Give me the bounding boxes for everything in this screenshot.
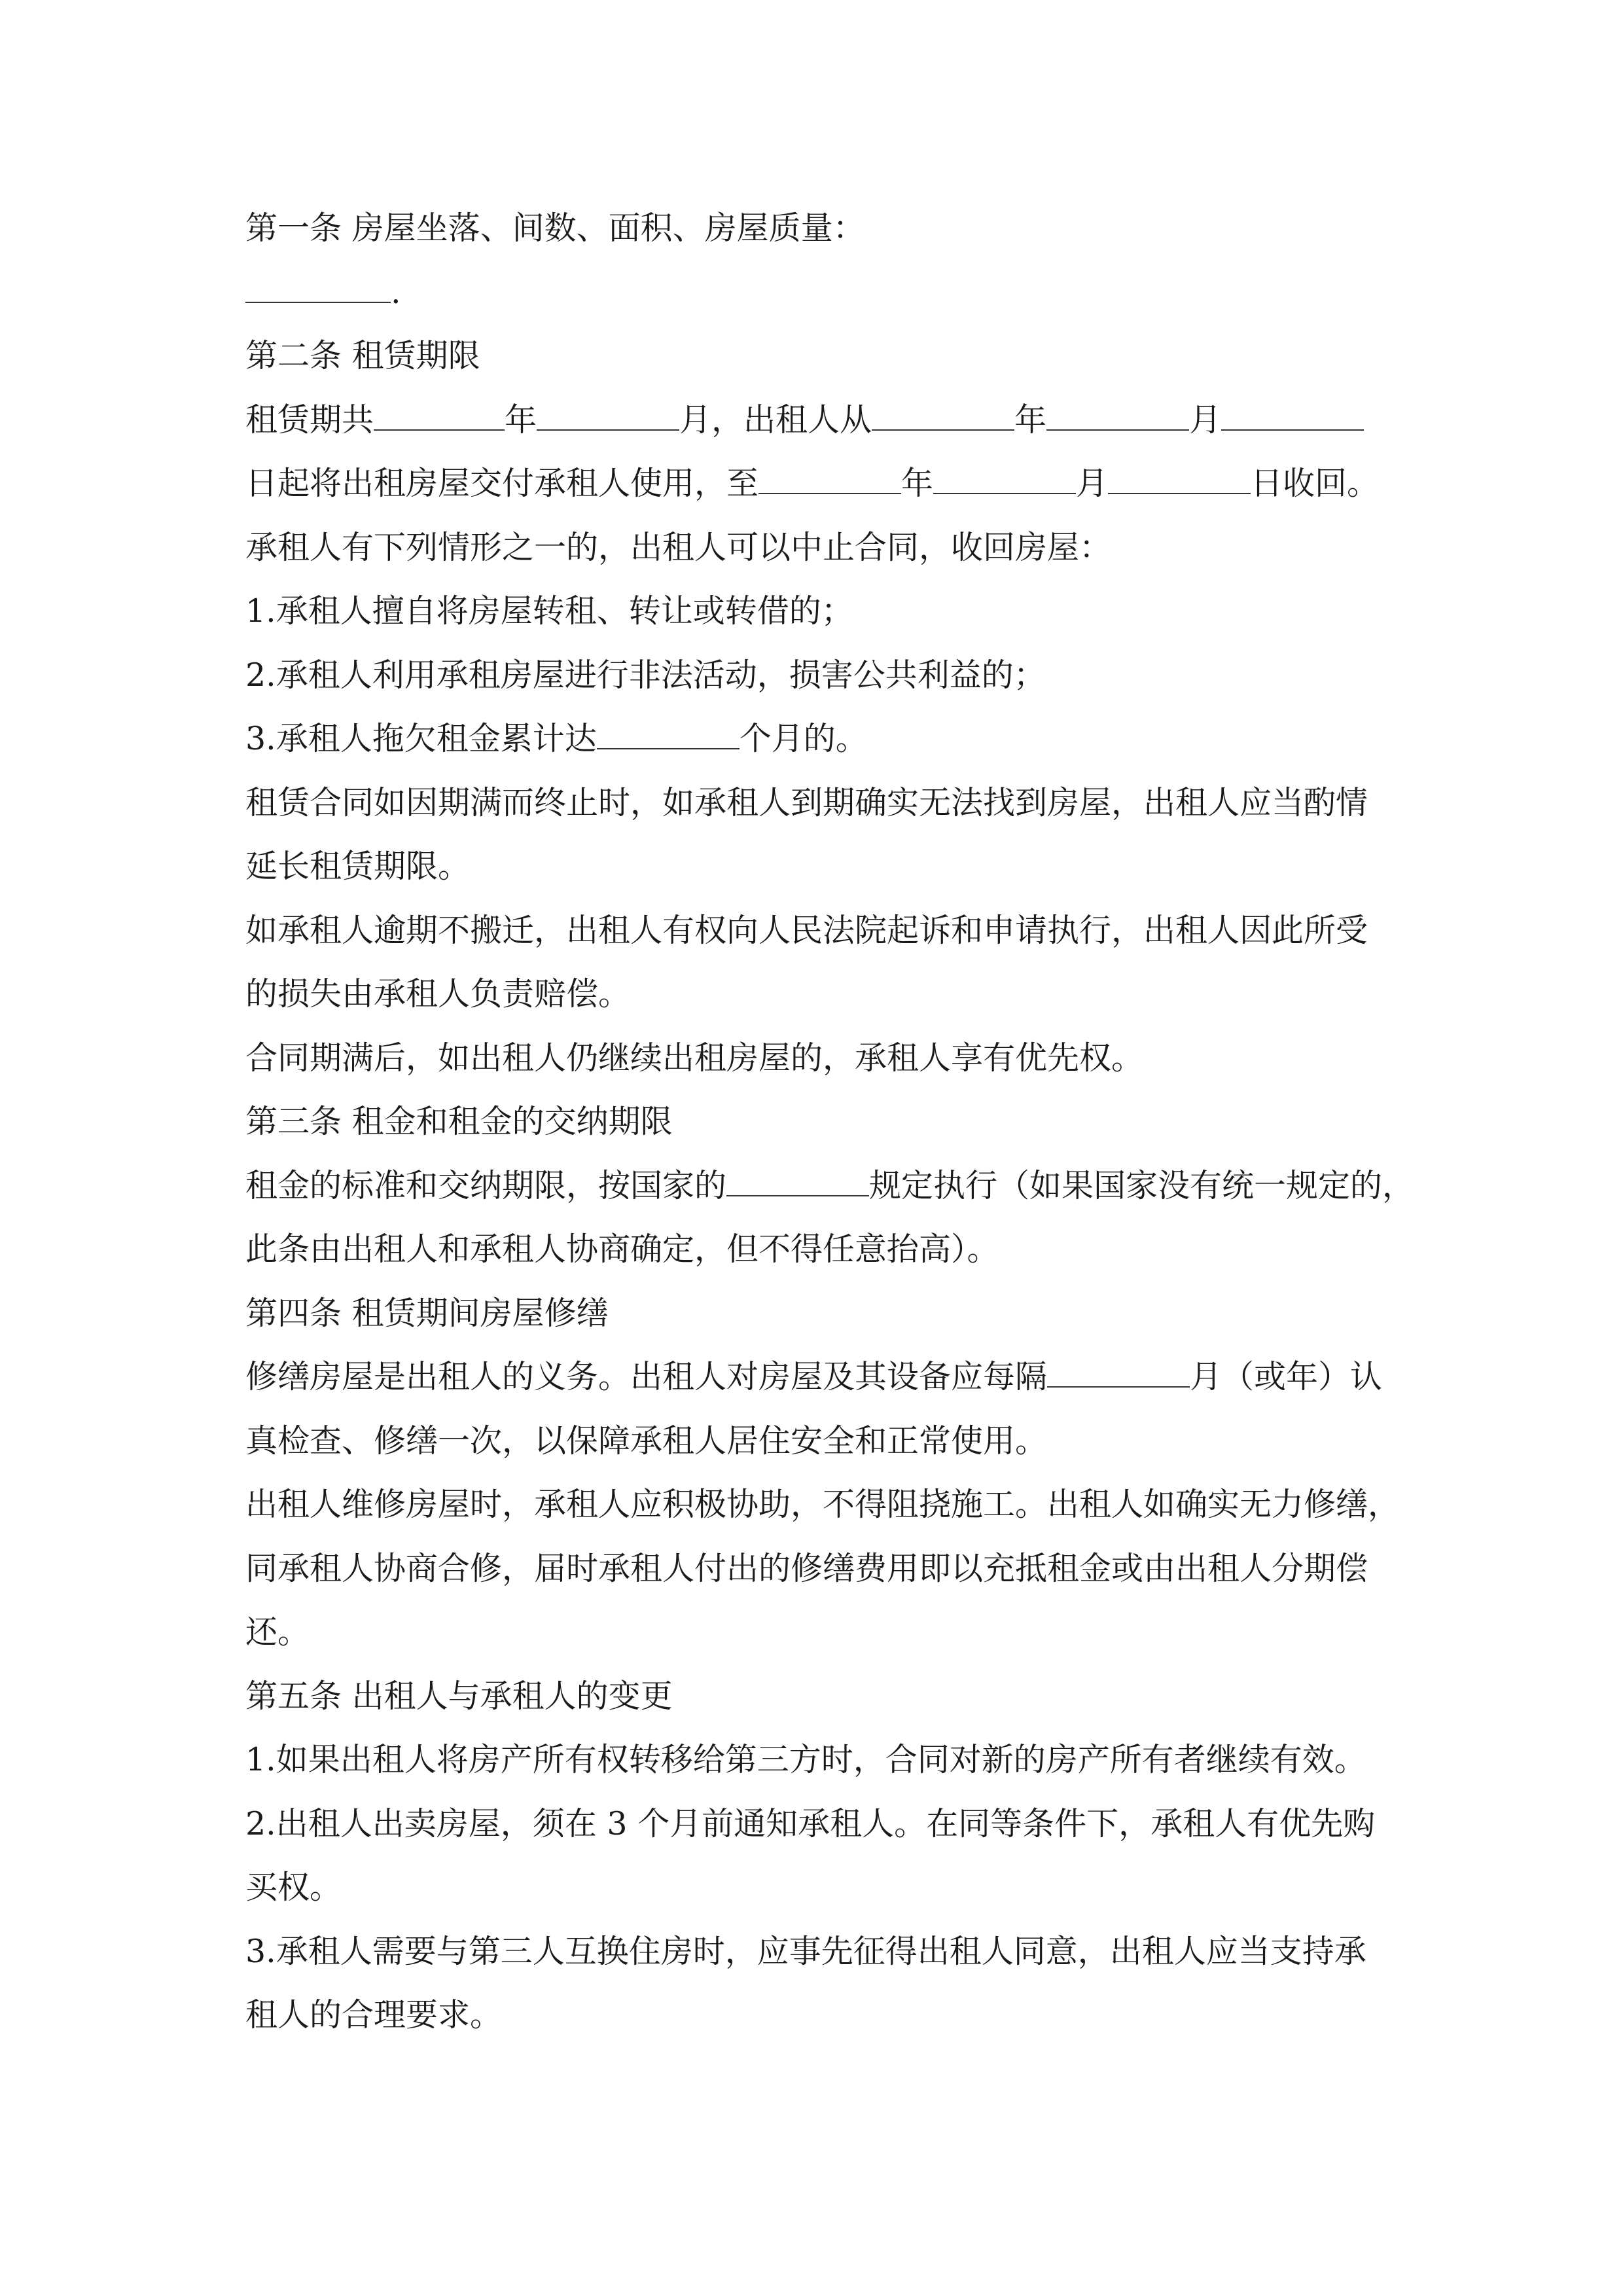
paragraph-line: 如承租人逾期不搬迁，出租人有权向人民法院起诉和申请执行，出租人因此所受 bbox=[245, 911, 1368, 949]
text: 租赁期共 bbox=[245, 401, 374, 439]
fill-blank[interactable] bbox=[1047, 1355, 1190, 1388]
article1-blank-line bbox=[245, 260, 1410, 325]
text: 规定执行（如果国家没有统一规定的， bbox=[869, 1166, 1415, 1204]
lease-term-line-2 bbox=[245, 452, 1410, 516]
text: 年 bbox=[1014, 401, 1047, 439]
text: 年 bbox=[901, 465, 934, 502]
paragraph-line: 租赁合同如因期满而终止时，如承租人到期确实无法找到房屋，出租人应当酌情 bbox=[245, 783, 1368, 821]
text: 3.承租人拖欠租金累计达 bbox=[245, 720, 597, 757]
text: 日收回。 bbox=[1251, 465, 1380, 502]
text: 月 bbox=[1076, 465, 1109, 502]
period: . bbox=[391, 273, 401, 311]
fill-blank[interactable] bbox=[758, 461, 901, 494]
repair-line-2: 真检查、修缮一次，以保障承租人居住安全和正常使用。 bbox=[245, 1422, 1048, 1460]
text: 租金的标准和交纳期限，按国家的 bbox=[245, 1166, 727, 1204]
article3-heading: 第三条 租金和租金的交纳期限 bbox=[245, 1103, 673, 1140]
fill-blank[interactable] bbox=[537, 398, 679, 431]
repair-line-1 bbox=[245, 1345, 1410, 1409]
fill-blank[interactable] bbox=[1046, 398, 1189, 431]
text: 修缮房屋是出租人的义务。出租人对房屋及其设备应每隔 bbox=[245, 1358, 1048, 1395]
fill-blank[interactable] bbox=[726, 1164, 869, 1196]
rent-line-1 bbox=[245, 1154, 1415, 1218]
paragraph: 合同期满后，如出租人仍继续出租房屋的，承租人享有优先权。 bbox=[245, 1039, 1144, 1077]
text: 月，出租人从 bbox=[679, 401, 872, 439]
list-item bbox=[245, 707, 1410, 771]
fill-blank[interactable] bbox=[872, 398, 1014, 431]
paragraph-line: 出租人维修房屋时，承租人应积极协助，不得阻挠施工。出租人如确实无力修缮， bbox=[245, 1486, 1400, 1523]
text: 月 bbox=[1189, 401, 1222, 439]
list-item-cont: 租人的合理要求。 bbox=[245, 1996, 503, 2034]
contract-body bbox=[245, 196, 1415, 2047]
paragraph: 承租人有下列情形之一的，出租人可以中止合同，收回房屋： bbox=[245, 528, 1112, 566]
text: 年 bbox=[505, 401, 537, 439]
fill-blank[interactable] bbox=[1221, 398, 1364, 431]
list-item: 1.承租人擅自将房屋转租、转让或转借的； bbox=[245, 592, 853, 630]
fill-blank[interactable] bbox=[245, 270, 391, 303]
article2-heading: 第二条 租赁期限 bbox=[245, 337, 480, 374]
rent-line-2: 此条由出租人和承租人协商确定，但不得任意抬高）。 bbox=[245, 1230, 999, 1268]
fill-blank[interactable] bbox=[597, 717, 740, 749]
fill-blank[interactable] bbox=[933, 461, 1076, 494]
list-item: 2.出租人出卖房屋，须在 3 个月前通知承租人。在同等条件下，承租人有优先购 bbox=[245, 1804, 1376, 1842]
paragraph-line: 延长租赁期限。 bbox=[245, 848, 471, 885]
list-item-cont: 买权。 bbox=[245, 1869, 342, 1906]
lease-term-line-1 bbox=[245, 388, 1410, 452]
paragraph-line: 的损失由承租人负责赔偿。 bbox=[245, 975, 631, 1013]
paragraph-line: 同承租人协商合修，届时承租人付出的修缮费用即以充抵租金或由出租人分期偿 bbox=[245, 1549, 1368, 1587]
list-item: 3.承租人需要与第三人互换住房时，应事先征得出租人同意，出租人应当支持承 bbox=[245, 1932, 1366, 1970]
article4-heading: 第四条 租赁期间房屋修缮 bbox=[245, 1294, 609, 1332]
text: 月（或年）认 bbox=[1190, 1358, 1383, 1395]
text: 个月的。 bbox=[739, 720, 868, 757]
list-item: 2.承租人利用承租房屋进行非法活动，损害公共利益的； bbox=[245, 656, 1046, 694]
text: 日起将出租房屋交付承租人使用，至 bbox=[245, 465, 759, 502]
article5-heading: 第五条 出租人与承租人的变更 bbox=[245, 1677, 673, 1715]
fill-blank[interactable] bbox=[374, 398, 505, 431]
article1-heading: 第一条 房屋坐落、间数、面积、房屋质量： bbox=[245, 209, 865, 247]
list-item: 1.如果出租人将房产所有权转移给第三方时，合同对新的房产所有者继续有效。 bbox=[245, 1741, 1366, 1778]
fill-blank[interactable] bbox=[1108, 461, 1251, 494]
paragraph-line: 还。 bbox=[245, 1613, 310, 1651]
